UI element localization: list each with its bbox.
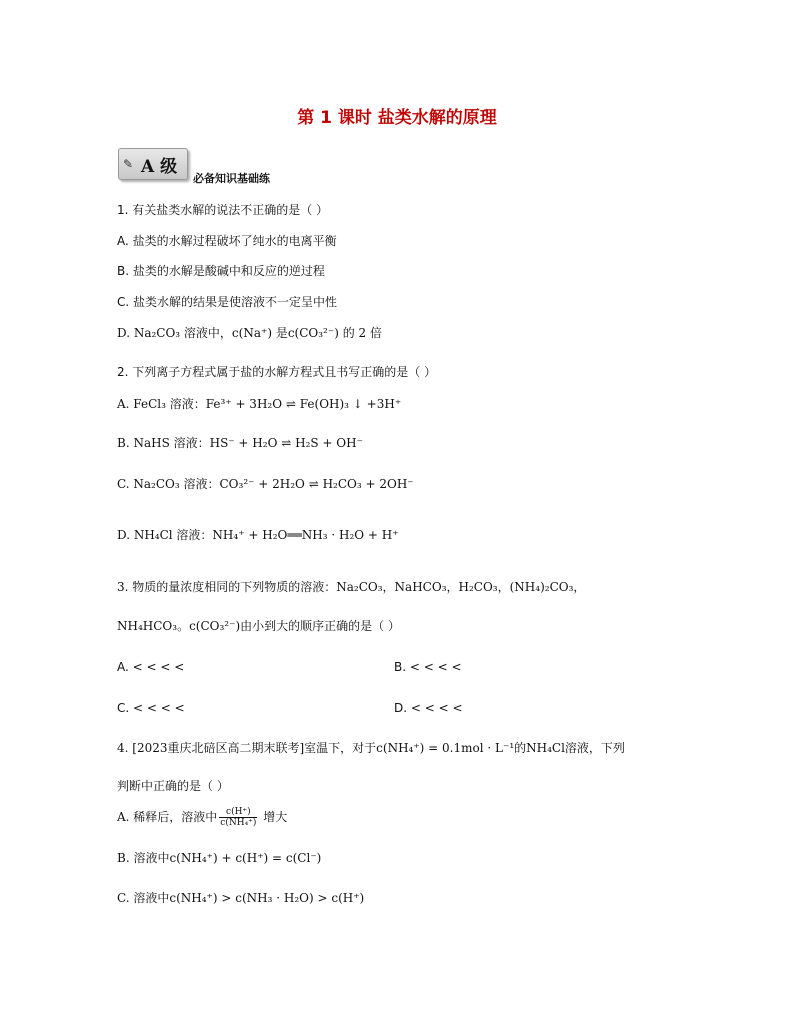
- pencil-icon: ✎: [123, 157, 134, 171]
- question-1-option-c: C. 盐类水解的结果是使溶液不一定呈中性: [117, 295, 338, 309]
- question-3-option-a: A. < < < <: [117, 660, 185, 674]
- option-a-prefix: A. 稀释后，溶液中: [117, 810, 218, 824]
- question-3-option-c: C. < < < <: [117, 701, 185, 715]
- question-4-stem-line-1: 4. [2023重庆北碚区高二期末联考]室温下，对于c(NH₄⁺) = 0.1mol · L⁻¹的NH₄Cl溶液，下列: [117, 741, 625, 755]
- question-1-option-d: D. Na₂CO₃ 溶液中，c(Na⁺) 是c(CO₃²⁻) 的 2 倍: [117, 326, 382, 340]
- question-1-option-a: A. 盐类的水解过程破坏了纯水的电离平衡: [117, 234, 337, 248]
- question-2-option-b: B. NaHS 溶液：HS⁻ + H₂O ⇌ H₂S + OH⁻: [117, 436, 363, 450]
- question-3-stem-line-1: 3. 物质的量浓度相同的下列物质的溶液：Na₂CO₃，NaHCO₃，H₂CO₃，(NH₄)₂CO₃，: [117, 580, 586, 594]
- question-4-option-a: [117, 807, 287, 828]
- question-1-option-b: B. 盐类的水解是酸碱中和反应的逆过程: [117, 264, 325, 278]
- section-heading: 必备知识基础练: [193, 172, 270, 185]
- question-4-option-c: C. 溶液中c(NH₄⁺) > c(NH₃ · H₂O) > c(H⁺): [117, 891, 365, 905]
- level-label: A 级: [141, 157, 178, 177]
- level-badge: [118, 148, 188, 180]
- option-a-suffix: 增大: [259, 810, 288, 824]
- question-2-option-d: D. NH₄Cl 溶液：NH₄⁺ + H₂O══NH₃ · H₂O + H⁺: [117, 528, 399, 542]
- question-2-option-c: C. Na₂CO₃ 溶液：CO₃²⁻ + 2H₂O ⇌ H₂CO₃ + 2OH⁻: [117, 477, 414, 491]
- question-3-option-b: B. < < < <: [394, 660, 462, 674]
- question-3-option-d: D. < < < <: [394, 701, 463, 715]
- question-2-option-a: A. FeCl₃ 溶液：Fe³⁺ + 3H₂O ⇌ Fe(OH)₃ ↓ +3H⁺: [117, 397, 402, 411]
- concentration-ratio: [219, 807, 257, 828]
- ratio-numerator: c(H⁺): [219, 807, 257, 818]
- question-1-stem: 1. 有关盐类水解的说法不正确的是（ ）: [117, 203, 329, 217]
- page-title: 第 1 课时 盐类水解的原理: [297, 108, 497, 128]
- question-4-option-b: B. 溶液中c(NH₄⁺) + c(H⁺) = c(Cl⁻): [117, 851, 322, 865]
- question-4-stem-line-2: 判断中正确的是（ ）: [117, 779, 229, 793]
- question-3-stem-line-2: NH₄HCO₃。c(CO₃²⁻)由小到大的顺序正确的是（ ）: [117, 619, 400, 633]
- question-2-stem: 2. 下列离子方程式属于盐的水解方程式且书写正确的是（ ）: [117, 365, 437, 379]
- ratio-denominator: c(NH₄⁺): [220, 818, 257, 828]
